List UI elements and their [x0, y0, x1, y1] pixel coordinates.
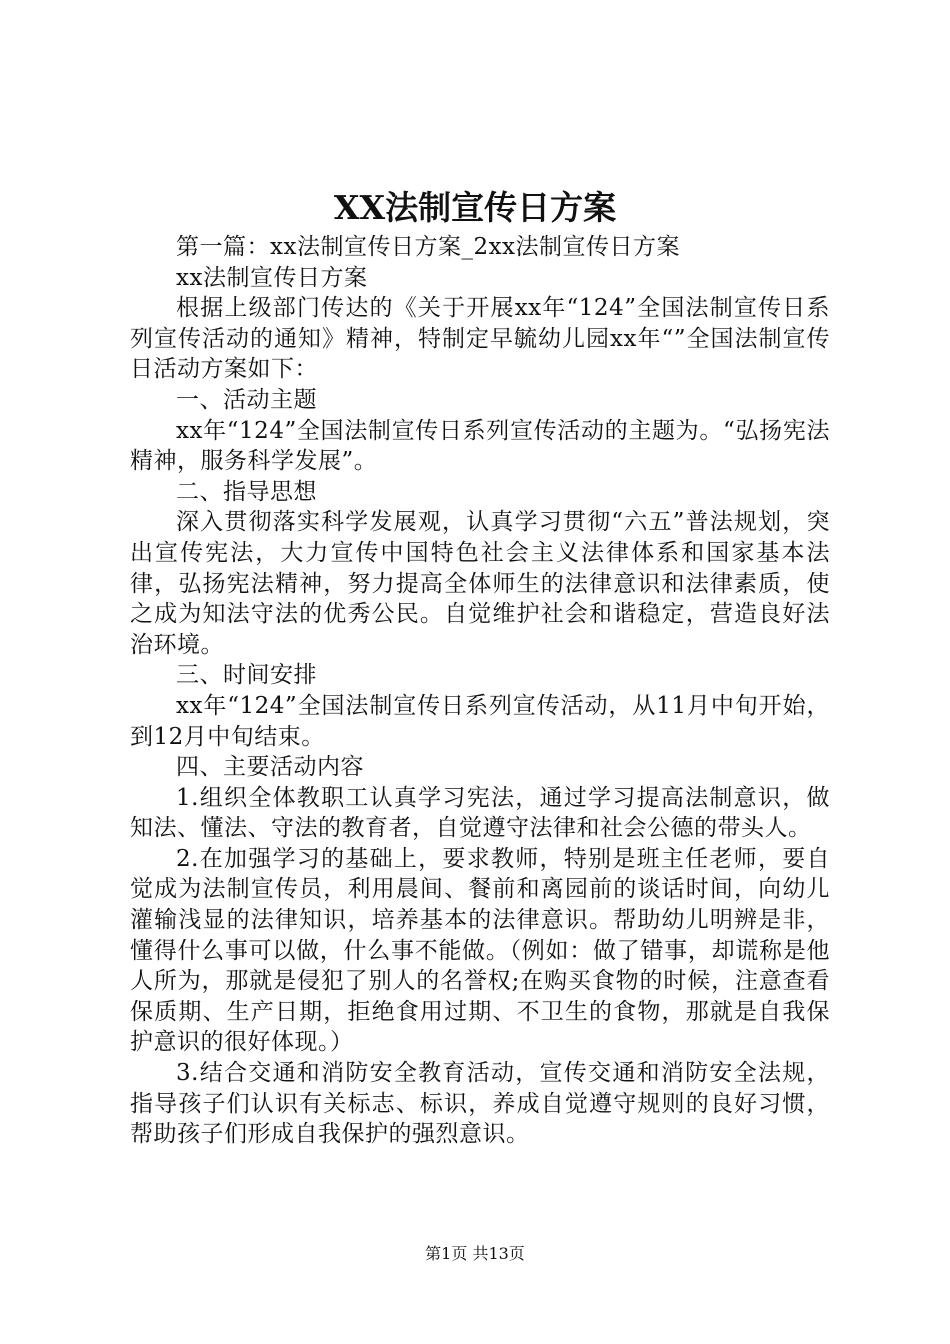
page-number-footer: 第1页 共13页	[425, 1244, 525, 1263]
paragraph-activity-3: 3.结合交通和消防安全教育活动，宣传交通和消防安全法规，指导孩子们认识有关标志、标识，养成自觉遵守规则的良好习惯，帮助孩子们形成自我保护的强烈意识。	[130, 1060, 830, 1148]
paragraph-theme: xx年“124”全国法制宣传日系列宣传活动的主题为。“弘扬宪法精神，服务科学发展”。	[130, 417, 830, 475]
paragraph-activity-2: 2.在加强学习的基础上，要求教师，特别是班主任老师，要自觉成为法制宣传员，利用晨间、餐前和离园前的谈话时间，向幼儿灌输浅显的法律知识，培养基本的法律意识。帮助幼儿明辨是非，懂得什么事可以做，什么事不能做。（例如：做了错事，却谎称是他人所为，那就是侵犯了别人的名誉权;在购买食物的时候，注意查看保质期、生产日期，拒绝食用过期、不卫生的食物，那就是自我保护意识的很好体现。）	[130, 845, 830, 1056]
paragraph-activity-1: 1.组织全体教职工认真学习宪法，通过学习提高法制意识，做知法、懂法、守法的教育者，自觉遵守法律和社会公德的带头人。	[130, 784, 830, 842]
document-body	[130, 232, 830, 1150]
section-heading-theme: 一、活动主题	[176, 386, 317, 413]
section-heading-schedule: 三、时间安排	[176, 662, 317, 689]
paragraph-intro: 根据上级部门传达的《关于开展xx年“124”全国法制宣传日系列宣传活动的通知》精神，特制定早毓幼儿园xx年“”全国法制宣传日活动方案如下：	[130, 295, 830, 383]
document-title: XX法制宣传日方案	[333, 188, 617, 227]
paragraph-guiding-idea: 深入贯彻落实科学发展观，认真学习贯彻“六五”普法规划，突出宣传宪法，大力宣传中国特色社会主义法律体系和国家基本法律，弘扬宪法精神，努力提高全体师生的法律意识和法律素质，使之成为知法守法的优秀公民。自觉维护社会和谐稳定，营造良好法治环境。	[130, 509, 830, 658]
section-heading-guiding-idea: 二、指导思想	[176, 478, 317, 505]
paragraph-schedule: xx年“124”全国法制宣传日系列宣传活动，从11月中旬开始，到12月中旬结束。	[130, 692, 830, 750]
section-heading-activities: 四、主要活动内容	[176, 754, 364, 781]
paragraph-subtitle: xx法制宣传日方案	[176, 264, 368, 291]
paragraph-series-heading: 第一篇：xx法制宣传日方案_2xx法制宣传日方案	[176, 234, 681, 260]
